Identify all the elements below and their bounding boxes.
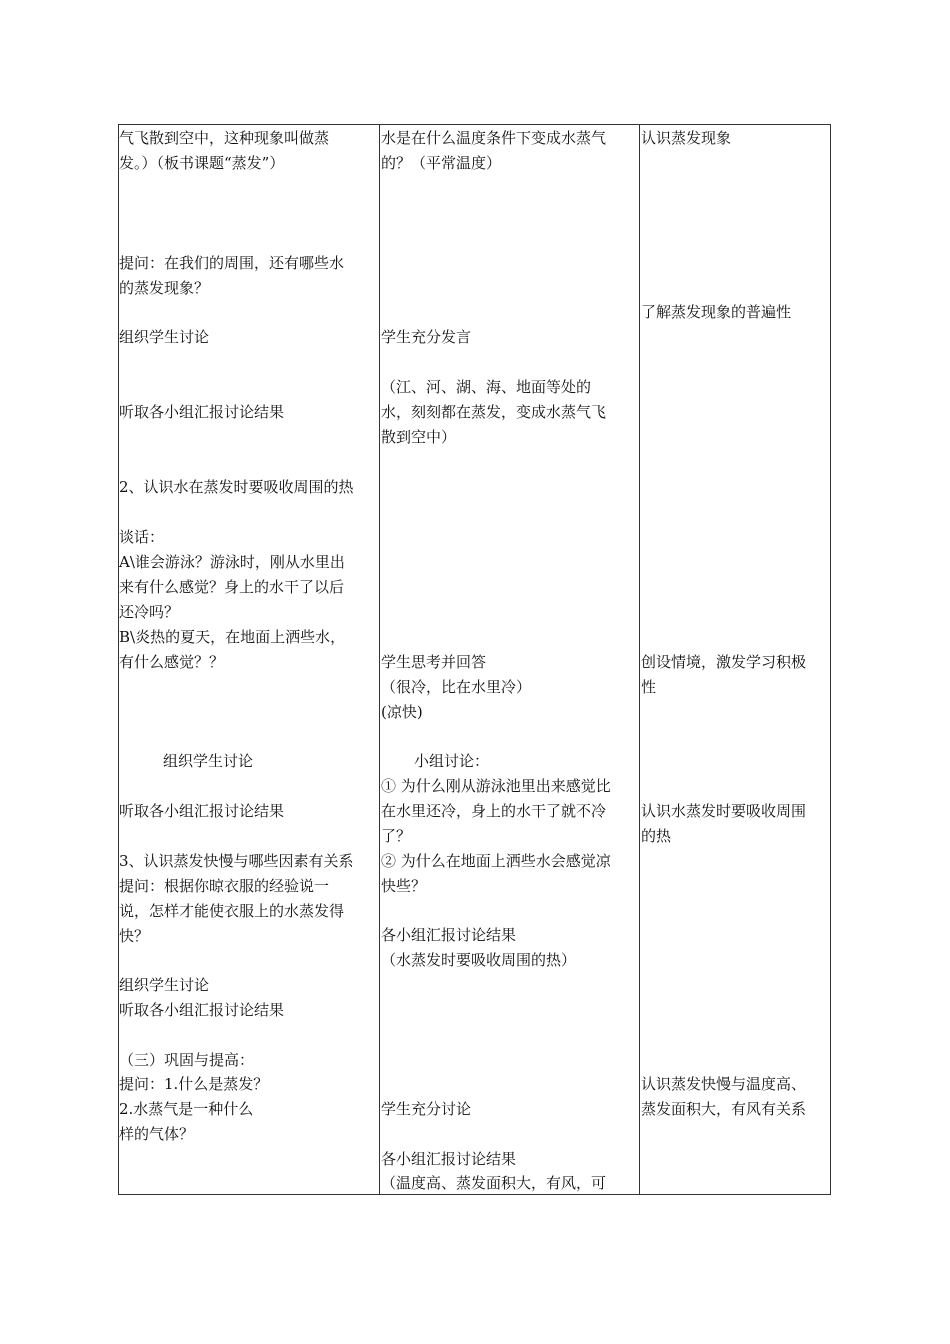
intent-line: 创设情境，激发学习积极 [641, 653, 807, 671]
student-line: 水，刻刻都在蒸发，变成水蒸气飞 [381, 403, 607, 421]
design-intent-column [639, 125, 832, 1194]
teacher-line: 有什么感觉？？ [119, 653, 225, 671]
intent-line: 了解蒸发现象的普遍性 [641, 303, 792, 321]
teacher-line: 发。）（板书课题“蒸发”） [119, 154, 285, 172]
teacher-line: 的蒸发现象？ [119, 279, 210, 297]
intent-line: 性 [641, 678, 657, 696]
teacher-line: 还冷吗？ [119, 603, 180, 621]
teacher-line: 组织学生讨论 [119, 976, 210, 994]
teacher-line: 组织学生讨论 [163, 752, 254, 770]
student-line: 学生充分发言 [381, 328, 472, 346]
teacher-line: 快？ [119, 927, 150, 945]
teacher-activity-column [119, 125, 379, 1194]
student-activity-column [379, 125, 640, 1194]
teacher-line: 提问：在我们的周围，还有哪些水 [119, 254, 345, 272]
teacher-line: 提问：根据你晾衣服的经验说一 [119, 877, 330, 895]
teacher-line: 气飞散到空中，这种现象叫做蒸 [119, 129, 330, 147]
teacher-line: （三）巩固与提高： [119, 1051, 255, 1069]
teacher-line: 听取各小组汇报讨论结果 [119, 802, 285, 820]
student-line: 散到空中） [381, 428, 457, 446]
student-line: （温度高、蒸发面积大，有风，可 [381, 1174, 607, 1192]
student-line: 学生思考并回答 [381, 653, 487, 671]
student-line: 各小组汇报讨论结果 [381, 926, 517, 944]
student-line: 了？ [381, 827, 412, 845]
student-line: 小组讨论： [414, 752, 490, 770]
student-line: 的？（平常温度） [381, 154, 502, 172]
teacher-line: 2、认识水在蒸发时要吸收周围的热 [119, 478, 354, 496]
student-line: 在水里还冷，身上的水干了就不冷 [381, 802, 607, 820]
teacher-line: 听取各小组汇报讨论结果 [119, 1001, 285, 1019]
intent-line: 蒸发面积大，有风有关系 [641, 1100, 807, 1118]
student-line: ② 为什么在地面上洒些水会感觉凉 [381, 852, 611, 870]
student-line: 各小组汇报讨论结果 [381, 1150, 517, 1168]
teacher-line: 样的气体？ [119, 1125, 195, 1143]
lesson-plan-table [118, 124, 831, 1195]
teacher-line: A\谁会游泳？游泳时，刚从水里出 [119, 553, 345, 571]
student-line: （水蒸发时要吸收周围的热） [381, 951, 577, 969]
teacher-line: 说，怎样才能使衣服上的水蒸发得 [119, 902, 345, 920]
student-line: 快些？ [381, 877, 427, 895]
intent-line: 认识蒸发现象 [641, 129, 732, 147]
intent-line: 的热 [641, 827, 672, 845]
student-line: 水是在什么温度条件下变成水蒸气 [381, 129, 607, 147]
teacher-line: 听取各小组汇报讨论结果 [119, 403, 285, 421]
intent-line: 认识蒸发快慢与温度高、 [641, 1075, 807, 1093]
teacher-line: 组织学生讨论 [119, 328, 210, 346]
student-line: 学生充分讨论 [381, 1100, 472, 1118]
intent-line: 认识水蒸发时要吸收周围 [641, 802, 807, 820]
teacher-line: 提问：1.什么是蒸发？ [119, 1075, 269, 1093]
student-line: （江、河、湖、海、地面等处的 [381, 378, 592, 396]
teacher-line: B\炎热的夏天，在地面上洒些水， [119, 628, 346, 646]
student-line: ① 为什么刚从游泳池里出来感觉比 [381, 777, 611, 795]
teacher-line: 2.水蒸气是一种什么 [119, 1100, 254, 1118]
teacher-line: 谈话： [119, 528, 165, 546]
teacher-line: 来有什么感觉？身上的水干了以后 [119, 578, 345, 596]
student-line: (凉快) [381, 703, 423, 721]
student-line: （很冷，比在水里冷） [381, 678, 532, 696]
teacher-line: 3、认识蒸发快慢与哪些因素有关系 [119, 852, 354, 870]
